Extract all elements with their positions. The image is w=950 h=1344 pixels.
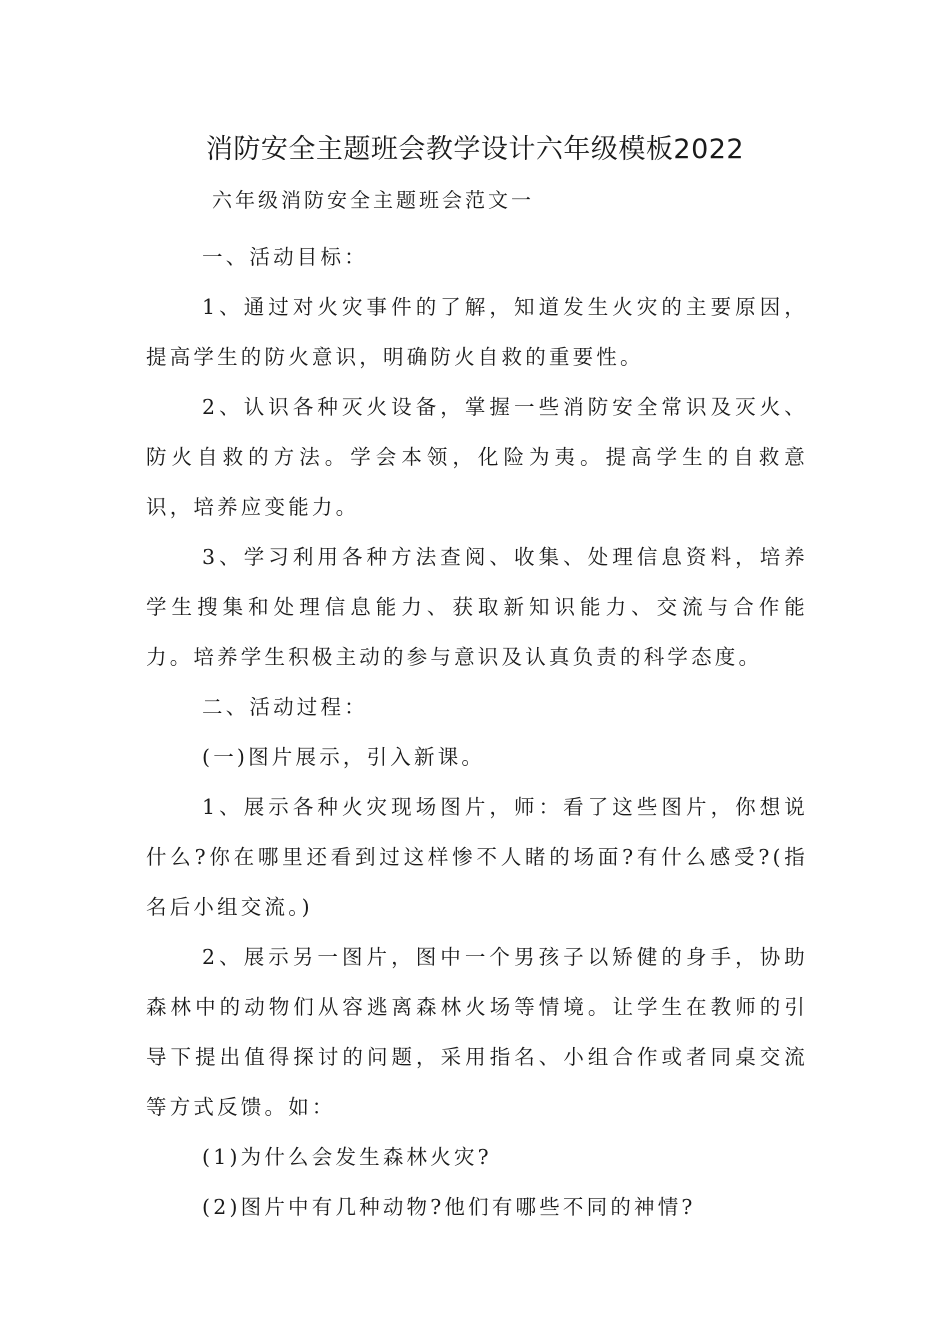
section-heading-process: 二、活动过程： [202, 695, 368, 719]
question-2: (2)图片中有几种动物?他们有哪些不同的神情? [202, 1195, 696, 1219]
paragraph-goal-2: 2、认识各种灭火设备，掌握一些消防安全常识及灭火、防火自救的方法。学会本领，化险为夷。提高学生的自救意识，培养应变能力。 [146, 395, 808, 519]
paragraph-process-2: 2、展示另一图片，图中一个男孩子以矫健的身手，协助森林中的动物们从容逃离森林火场等情境。让学生在教师的引导下提出值得探讨的问题，采用指名、小组合作或者同桌交流等方式反馈。如： [146, 945, 808, 1119]
paragraph-goal-1: 1、通过对火灾事件的了解，知道发生火灾的主要原因，提高学生的防火意识，明确防火自救的重要性。 [146, 295, 808, 369]
document-title: 消防安全主题班会教学设计六年级模板2022 [205, 134, 745, 165]
paragraph-goal-3: 3、学习利用各种方法查阅、收集、处理信息资料，培养学生搜集和处理信息能力、获取新知识能力、交流与合作能力。培养学生积极主动的参与意识及认真负责的科学态度。 [146, 545, 808, 669]
paragraph-process-1: 1、展示各种火灾现场图片，师：看了这些图片，你想说什么?你在哪里还看到过这样惨不人睹的场面?有什么感受?(指名后小组交流。) [146, 795, 808, 919]
question-1: (1)为什么会发生森林火灾? [202, 1145, 492, 1169]
subheading-picture-display: (一)图片展示，引入新课。 [202, 745, 486, 769]
document-subtitle: 六年级消防安全主题班会范文一 [212, 188, 534, 212]
document-body [146, 232, 808, 1232]
section-heading-goals: 一、活动目标： [202, 245, 368, 269]
